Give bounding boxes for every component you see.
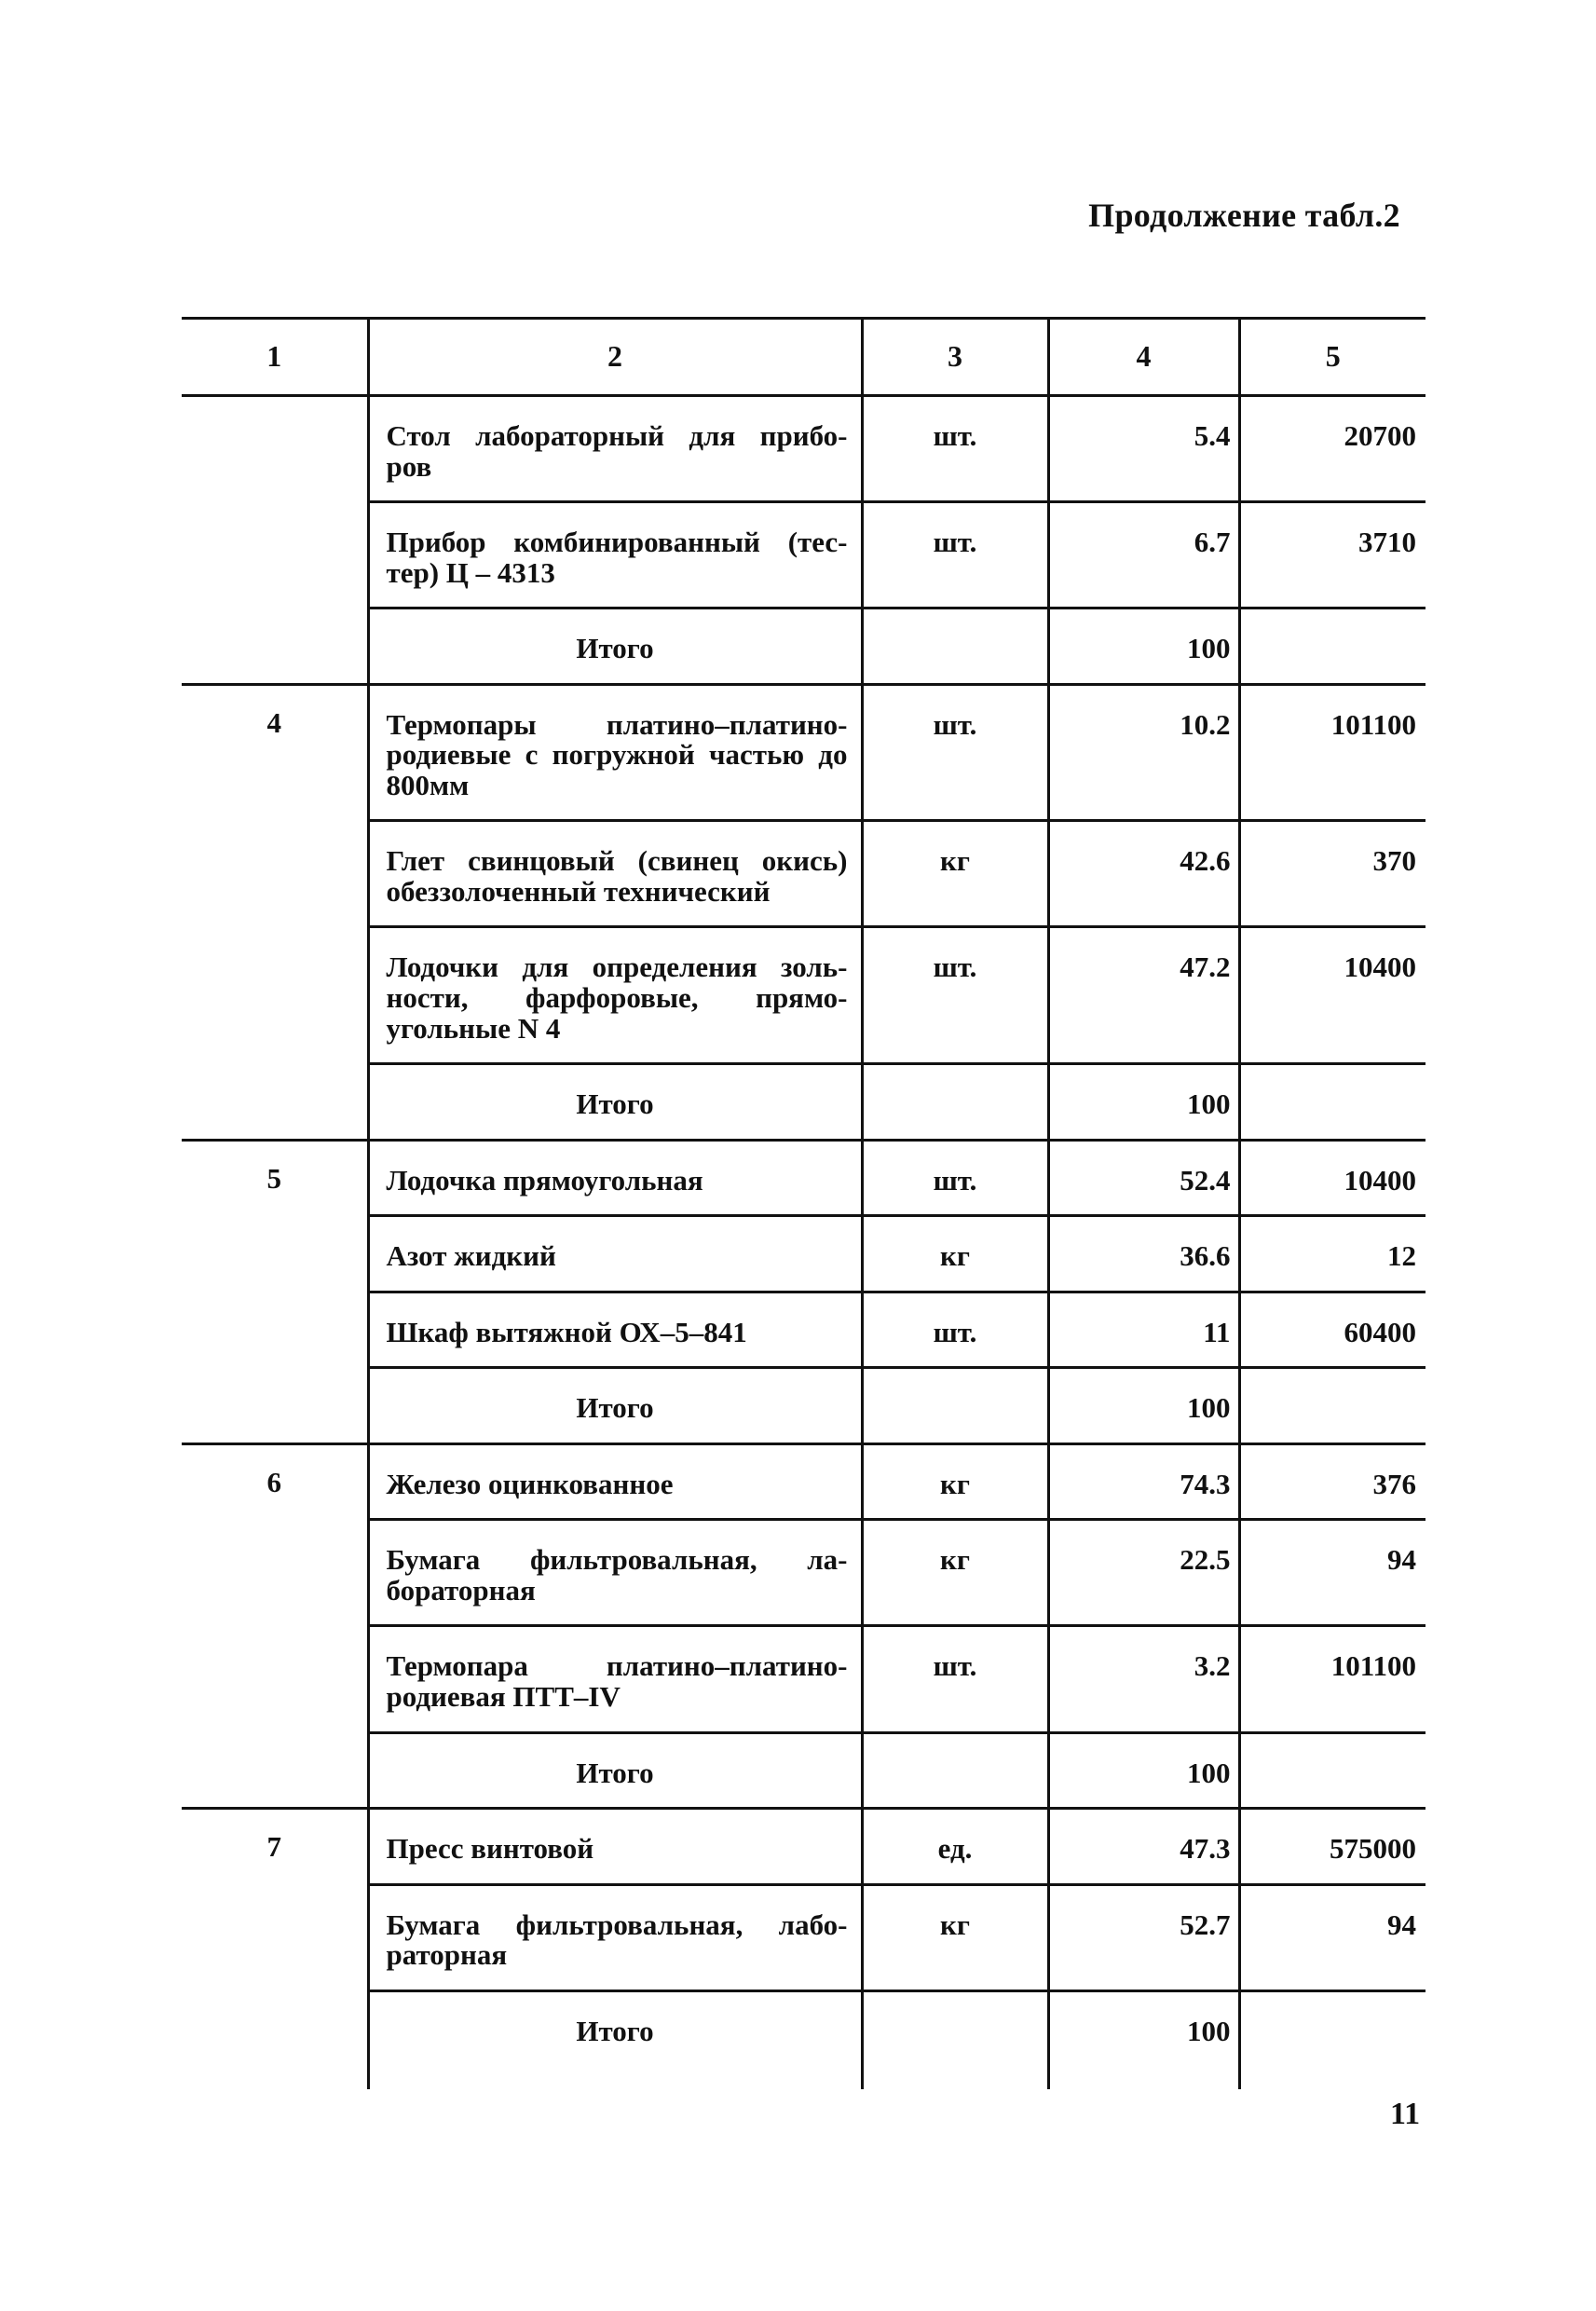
share-cell: 52.4 (1048, 1140, 1239, 1216)
unit-cell: шт. (862, 1140, 1048, 1216)
unit-cell: кг (862, 1216, 1048, 1292)
group-number-cell (182, 1292, 368, 1368)
total-row (182, 1064, 1425, 1141)
total-row (182, 609, 1425, 685)
group-number-cell (182, 1520, 368, 1626)
table-row (182, 1884, 1425, 1990)
unit-cell (862, 609, 1048, 685)
item-name-cell: Глет свинцовый (свинец окись) обеззолоченный технический (368, 821, 862, 927)
price-cell (1239, 609, 1425, 685)
table-header-row (182, 319, 1425, 396)
group-number-cell (182, 1884, 368, 1990)
group-number-cell (182, 927, 368, 1064)
item-name-cell: Термопара платино–платино- родиевая ПТТ–IV (368, 1626, 862, 1732)
unit-cell: ед. (862, 1809, 1048, 1885)
share-cell: 100 (1048, 609, 1239, 685)
share-cell: 100 (1048, 1732, 1239, 1809)
item-name-cell: Стол лабораторный для прибо- ров (368, 396, 862, 502)
item-name-cell: Итого (368, 1368, 862, 1444)
share-cell: 100 (1048, 1990, 1239, 2089)
table-row (182, 684, 1425, 821)
price-cell: 10400 (1239, 1140, 1425, 1216)
unit-cell (862, 1368, 1048, 1444)
share-cell: 52.7 (1048, 1884, 1239, 1990)
unit-cell: шт. (862, 1626, 1048, 1732)
share-cell: 3.2 (1048, 1626, 1239, 1732)
share-cell: 11 (1048, 1292, 1239, 1368)
total-row (182, 1368, 1425, 1444)
item-name-cell: Бумага фильтровальная, лабо- раторная (368, 1884, 862, 1990)
share-cell: 42.6 (1048, 821, 1239, 927)
table-row (182, 1216, 1425, 1292)
share-cell: 47.2 (1048, 927, 1239, 1064)
price-cell: 60400 (1239, 1292, 1425, 1368)
item-name-cell: Азот жидкий (368, 1216, 862, 1292)
group-number-cell (182, 502, 368, 609)
price-cell: 94 (1239, 1520, 1425, 1626)
table-row (182, 502, 1425, 609)
share-cell: 10.2 (1048, 684, 1239, 821)
share-cell: 47.3 (1048, 1809, 1239, 1885)
item-name-cell: Итого (368, 1990, 862, 2089)
price-cell (1239, 1732, 1425, 1809)
item-name-cell: Лодочка прямоугольная (368, 1140, 862, 1216)
column-header-1: 1 (182, 319, 368, 396)
share-cell: 100 (1048, 1368, 1239, 1444)
unit-cell: шт. (862, 1292, 1048, 1368)
item-name-cell: Итого (368, 1732, 862, 1809)
item-name-cell: Железо оцинкованное (368, 1443, 862, 1520)
group-number-cell (182, 1626, 368, 1732)
item-name-cell: Прибор комбинированный (тес- тер) Ц – 4313 (368, 502, 862, 609)
group-number-cell: 5 (182, 1140, 368, 1216)
share-cell: 74.3 (1048, 1443, 1239, 1520)
share-cell: 22.5 (1048, 1520, 1239, 1626)
group-number-cell: 6 (182, 1443, 368, 1520)
group-number-cell: 4 (182, 684, 368, 821)
group-number-cell (182, 1732, 368, 1809)
column-header-4: 4 (1048, 319, 1239, 396)
total-row (182, 1990, 1425, 2089)
price-cell (1239, 1064, 1425, 1141)
column-header-2: 2 (368, 319, 862, 396)
table-row (182, 1292, 1425, 1368)
price-cell: 94 (1239, 1884, 1425, 1990)
group-number-cell (182, 1064, 368, 1141)
item-name-cell: Пресс винтовой (368, 1809, 862, 1885)
unit-cell: кг (862, 1520, 1048, 1626)
unit-cell: кг (862, 821, 1048, 927)
item-name-cell: Лодочки для определения золь- ности, фарфоровые, прямо- угольные N 4 (368, 927, 862, 1064)
page-number: 11 (1390, 2097, 1421, 2131)
column-header-3: 3 (862, 319, 1048, 396)
table-row (182, 1520, 1425, 1626)
item-name-cell: Итого (368, 1064, 862, 1141)
item-name-cell: Бумага фильтровальная, ла- бораторная (368, 1520, 862, 1626)
column-header-5: 5 (1239, 319, 1425, 396)
unit-cell: шт. (862, 684, 1048, 821)
share-cell: 36.6 (1048, 1216, 1239, 1292)
table-caption: Продолжение табл.2 (1088, 197, 1400, 234)
table-row (182, 1140, 1425, 1216)
price-cell (1239, 1368, 1425, 1444)
table-row (182, 1443, 1425, 1520)
table-row (182, 396, 1425, 502)
table-row (182, 1626, 1425, 1732)
unit-cell: шт. (862, 927, 1048, 1064)
price-cell (1239, 1990, 1425, 2089)
group-number-cell (182, 396, 368, 502)
table-row (182, 927, 1425, 1064)
share-cell: 5.4 (1048, 396, 1239, 502)
group-number-cell (182, 821, 368, 927)
materials-table (182, 317, 1425, 2089)
group-number-cell (182, 1990, 368, 2089)
group-number-cell (182, 1368, 368, 1444)
price-cell: 376 (1239, 1443, 1425, 1520)
total-row (182, 1732, 1425, 1809)
price-cell: 101100 (1239, 684, 1425, 821)
unit-cell: кг (862, 1884, 1048, 1990)
price-cell: 3710 (1239, 502, 1425, 609)
price-cell: 370 (1239, 821, 1425, 927)
table-row (182, 1809, 1425, 1885)
group-number-cell (182, 609, 368, 685)
group-number-cell: 7 (182, 1809, 368, 1885)
unit-cell: кг (862, 1443, 1048, 1520)
price-cell: 20700 (1239, 396, 1425, 502)
share-cell: 6.7 (1048, 502, 1239, 609)
price-cell: 575000 (1239, 1809, 1425, 1885)
price-cell: 10400 (1239, 927, 1425, 1064)
unit-cell: шт. (862, 502, 1048, 609)
unit-cell: шт. (862, 396, 1048, 502)
share-cell: 100 (1048, 1064, 1239, 1141)
price-cell: 12 (1239, 1216, 1425, 1292)
item-name-cell: Итого (368, 609, 862, 685)
unit-cell (862, 1064, 1048, 1141)
item-name-cell: Шкаф вытяжной ОХ–5–841 (368, 1292, 862, 1368)
unit-cell (862, 1732, 1048, 1809)
price-cell: 101100 (1239, 1626, 1425, 1732)
group-number-cell (182, 1216, 368, 1292)
table-row (182, 821, 1425, 927)
item-name-cell: Термопары платино–платино- родиевые с погружной частью до 800мм (368, 684, 862, 821)
unit-cell (862, 1990, 1048, 2089)
